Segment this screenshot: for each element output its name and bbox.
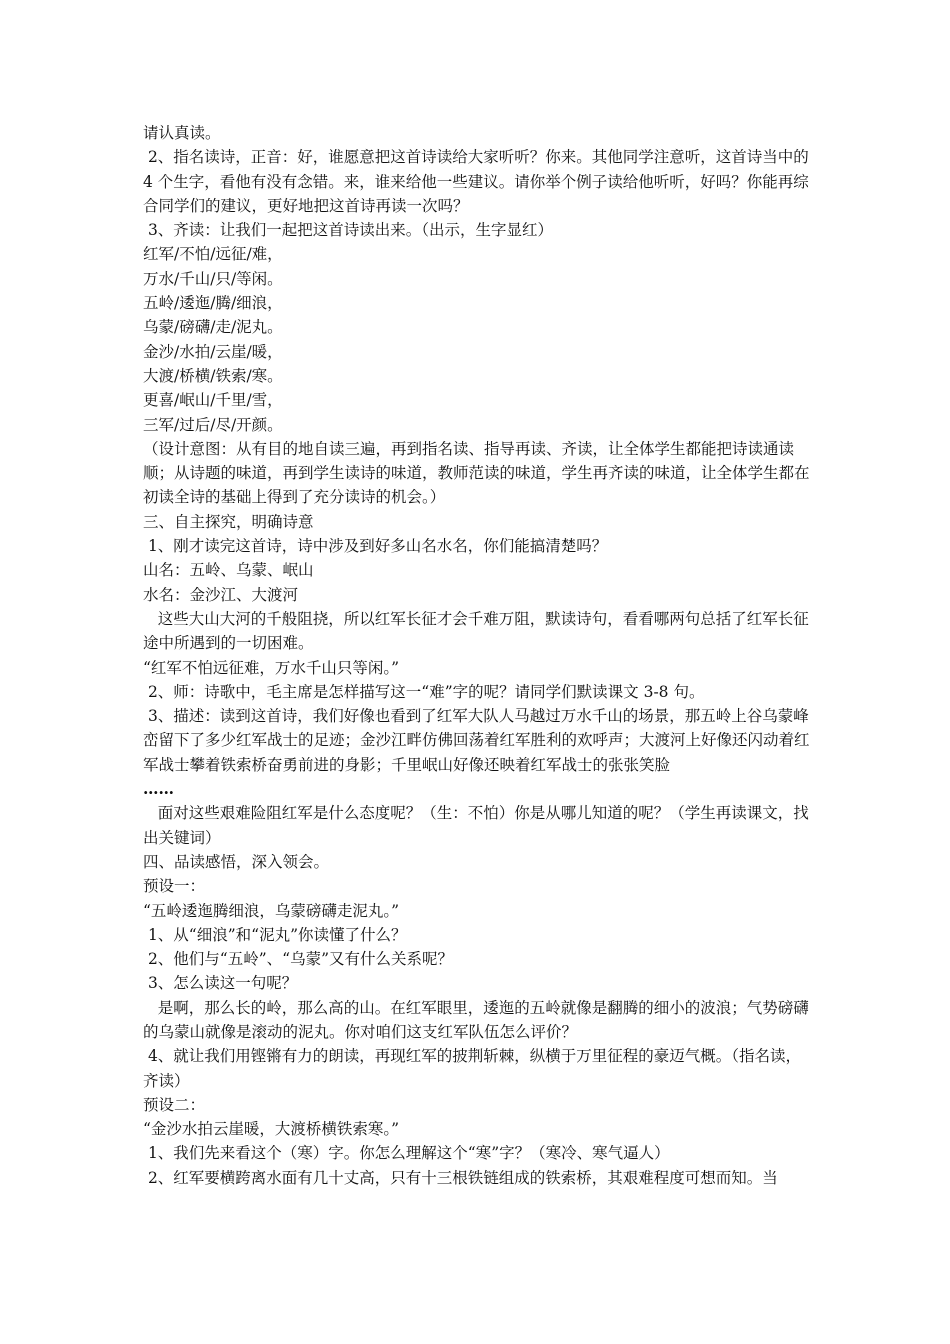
paragraph: 2、师：诗歌中，毛主席是怎样描写这一“难”字的呢？请同学们默读课文 3-8 句。 <box>143 682 705 701</box>
subheading: 预设二： <box>143 1095 206 1114</box>
poem-line: 乌蒙/磅礴/走/泥丸。 <box>143 318 283 337</box>
paragraph: 水名：金沙江、大渡河 <box>143 585 299 604</box>
paragraph: 3、怎么读这一句呢？ <box>143 974 298 993</box>
poem-line: 大渡/桥横/铁索/寒。 <box>143 366 283 385</box>
poem-line: 五岭/逶迤/腾/细浪， <box>143 294 283 313</box>
paragraph: 这些大山大河的千般阻挠，所以红军长征才会千难万阻，默读诗句，看看哪两句总括了红军长征途中所遇到的一切困难。 <box>143 609 809 653</box>
paragraph: 2、他们与“五岭”、“乌蒙”又有什么关系呢？ <box>143 950 453 969</box>
paragraph: 1、刚才读完这首诗，诗中涉及到好多山名水名，你们能搞清楚吗？ <box>143 537 608 556</box>
quote: “金沙水拍云崖暖，大渡桥横铁索寒。” <box>143 1120 400 1139</box>
quote: “五岭逶迤腾细浪，乌蒙磅礴走泥丸。” <box>143 901 400 920</box>
paragraph: 2、指名读诗，正音：好，谁愿意把这首诗读给大家听听？你来。其他同学注意听，这首诗当中的 4 个生字，看他有没有念错。来，谁来给他一些建议。请你举个例子读给他听听，好吗？你能再综合同学们的建议，更好地把这首诗再读一次吗？ <box>143 148 814 215</box>
poem-line: 更喜/岷山/千里/雪， <box>143 391 283 410</box>
poem-line: 万水/千山/只/等闲。 <box>143 269 283 288</box>
paragraph: 3、齐读：让我们一起把这首诗读出来。（出示，生字显红） <box>143 221 554 240</box>
paragraph: 1、从“细浪”和“泥丸”你读懂了什么？ <box>143 925 407 944</box>
paragraph: 是啊，那么长的岭，那么高的山。在红军眼里，逶迤的五岭就像是翻腾的细小的波浪；气势磅礴的乌蒙山就像是滚动的泥丸。你对咱们这支红军队伍怎么评价？ <box>143 998 809 1041</box>
document-page <box>143 121 815 1190</box>
paragraph: 山名：五岭、乌蒙、岷山 <box>143 561 314 580</box>
paragraph: 3、描述：读到这首诗，我们好像也看到了红军大队人马越过万水千山的场景，那五岭上谷乌蒙峰峦留下了多少红军战士的足迹；金沙江畔仿佛回荡着红军胜利的欢呼声；大渡河上好像还闪动着红军战士攀着铁索桥奋勇前进的身影；千里岷山好像还映着红军战士的张张笑脸 <box>143 707 810 774</box>
quote: “红军不怕远征难，万水千山只等闲。” <box>143 658 400 677</box>
subheading: 预设一： <box>143 877 206 896</box>
section-heading: 四、品读感悟，深入领会。 <box>143 852 330 871</box>
paragraph: 请认真读。 <box>143 124 221 142</box>
paragraph: 1、我们先来看这个（寒）字。你怎么理解这个“寒”字？（寒冷、寒气逼人） <box>143 1144 670 1163</box>
paragraph: 面对这些艰难险阻红军是什么态度呢？（生：不怕）你是从哪儿知道的呢？（学生再读课文，找出关键词） <box>143 804 809 847</box>
poem-line: 金沙/水拍/云崖/暖， <box>143 342 283 361</box>
paragraph: （设计意图：从有目的地自读三遍，再到指名读、指导再读、齐读，让全体学生都能把诗读通读顺；从诗题的味道，再到学生读诗的味道，教师范读的味道，学生再齐读的味道，让全体学生都在初读全诗的基础上得到了充分读诗的机会。） <box>143 439 810 507</box>
ellipsis: …… <box>143 779 174 799</box>
poem-line: 红军/不怕/远征/难， <box>143 245 283 264</box>
section-heading: 三、自主探究，明确诗意 <box>143 512 314 531</box>
poem-line: 三军/过后/尽/开颜。 <box>143 415 283 434</box>
paragraph: 2、红军要横跨离水面有几十丈高，只有十三根铁链组成的铁索桥，其艰难程度可想而知。当 <box>143 1168 778 1187</box>
paragraph: 4、就让我们用铿锵有力的朗读，再现红军的披荆斩棘，纵横于万里征程的豪迈气概。（指名读，齐读） <box>143 1047 802 1090</box>
